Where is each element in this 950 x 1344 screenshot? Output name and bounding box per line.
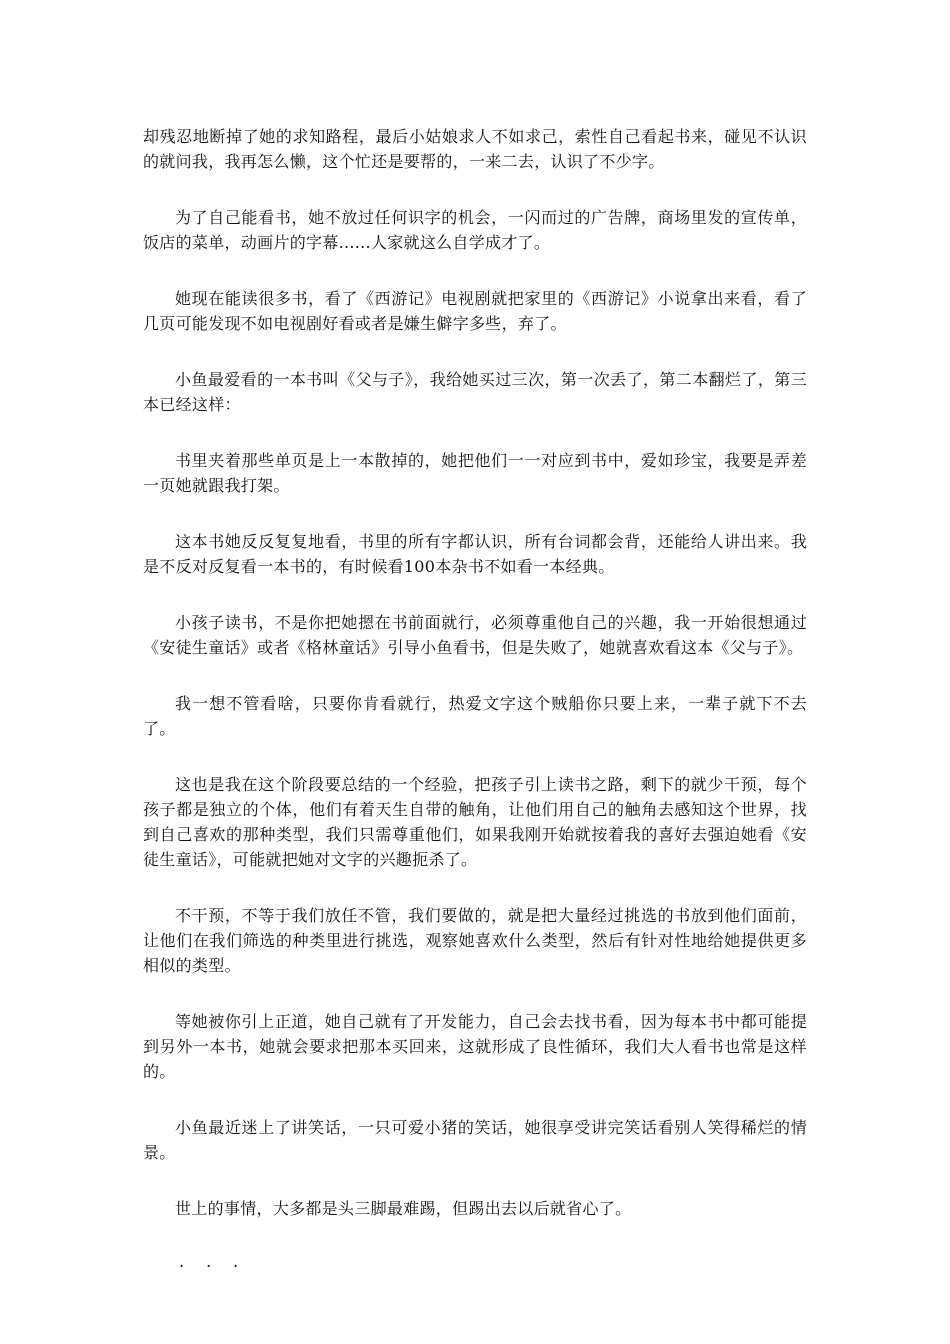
paragraph-1: 却残忍地断掉了她的求知路程，最后小姑娘求人不如求己，索性自己看起书来，碰见不认识的就问我，我再怎么懒，这个忙还是要帮的，一来二去，认识了不少字。 [143,127,807,171]
document-body [143,124,807,1272]
paragraph-8: 我一想不管看啥，只要你肯看就行，热爱文字这个贼船你只要上来，一辈子就下不去了。 [143,694,807,738]
paragraph-9: 这也是我在这个阶段要总结的一个经验，把孩子引上读书之路，剩下的就少干预，每个孩子都是独立的个体，他们有着天生自带的触角，让他们用自己的触角去感知这个世界，找到自己喜欢的那种类型，我们只需尊重他们，如果我刚开始就按着我的喜好去强迫她看《安徒生童话》，可能就把她对文字的兴趣扼杀了。 [143,775,807,869]
paragraph-7: 小孩子读书，不是你把她摁在书前面就行，必须尊重他自己的兴趣，我一开始很想通过《安徒生童话》或者《格林童话》引导小鱼看书，但是失败了，她就喜欢看这本《父与子》。 [143,613,807,657]
paragraph-12: 小鱼最近迷上了讲笑话，一只可爱小猪的笑话，她很享受讲完笑话看别人笑得稀烂的情景。 [143,1118,807,1162]
paragraph-10: 不干预，不等于我们放任不管，我们要做的，就是把大量经过挑选的书放到他们面前，让他们在我们筛选的种类里进行挑选，观察她喜欢什么类型，然后有针对性地给她提供更多相似的类型。 [143,906,807,975]
paragraph-13: 世上的事情，大多都是头三脚最难踢，但踢出去以后就省心了。 [175,1199,632,1218]
paragraph-3: 她现在能读很多书，看了《西游记》电视剧就把家里的《西游记》小说拿出来看，看了几页可能发现不如电视剧好看或者是嫌生僻字多些，弃了。 [143,289,807,333]
ellipsis-dots: ... [179,1252,261,1271]
paragraph-11: 等她被你引上正道，她自己就有了开发能力，自己会去找书看，因为每本书中都可能提到另外一本书，她就会要求把那本买回来，这就形成了良性循环，我们大人看书也常是这样的。 [143,1012,807,1081]
paragraph-2: 为了自己能看书，她不放过任何识字的机会，一闪而过的广告牌，商场里发的宣传单，饭店的菜单，动画片的字幕......人家就这么自学成才了。 [143,208,807,252]
paragraph-6: 这本书她反反复复地看，书里的所有字都认识，所有台词都会背，还能给人讲出来。我是不反对反复看一本书的，有时候看100本杂书不如看一本经典。 [143,532,807,576]
paragraph-4: 小鱼最爱看的一本书叫《父与子》，我给她买过三次，第一次丢了，第二本翻烂了，第三本已经这样： [143,370,807,414]
paragraph-5: 书里夹着那些单页是上一本散掉的，她把他们一一对应到书中，爱如珍宝，我要是弄差一页她就跟我打架。 [143,451,807,495]
